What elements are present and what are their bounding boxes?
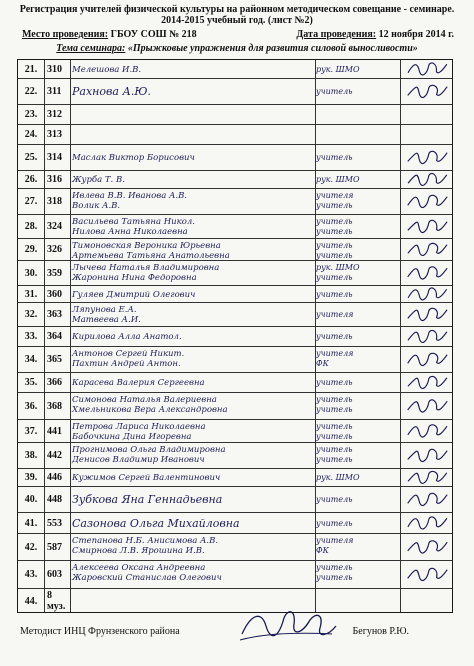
signature-icon [401,393,451,419]
teacher-position [316,422,396,442]
row-number: 40. [24,494,38,505]
footer-methodist-name: Бегунов Р.Ю. [352,626,409,637]
table-row [18,347,452,373]
table-row [18,105,452,125]
signature-stroke-icon [401,534,451,560]
table-row [18,215,452,239]
signature-icon [401,487,451,512]
teacher-position [316,378,396,388]
signature-stroke-icon [401,469,451,486]
signature-icon [401,373,451,392]
teacher-name-line-1: Лычева Наталья Владимировна [72,263,220,273]
position-line-2: учитель [316,227,353,236]
row-number: 22. [24,86,38,97]
table-row [18,239,452,261]
teacher-name-line-2: Бабочкина Дина Игоревна [72,432,192,442]
date-label: Дата проведения: [296,29,377,40]
row-number: 25. [24,152,38,163]
school-code: 310 [47,64,62,75]
signature-icon [401,60,451,78]
signature-empty [401,125,451,144]
teacher-name-line-1: Журба Т. В. [72,175,125,185]
table-row [18,125,452,145]
signature-stroke-icon [401,286,451,302]
signature-empty [401,105,451,124]
row-number: 39. [24,472,38,483]
position-line-1: учителя [316,191,354,200]
signature-icon [401,145,451,170]
signature-icon [401,171,451,188]
row-number: 23. [24,109,38,120]
teacher-name-line-2: Денисов Владимир Иванович [72,455,205,465]
teacher-name [72,191,312,211]
position-line-2: учитель [316,573,353,582]
position-line-1: учитель [316,422,353,431]
signature-icon [401,561,451,588]
school-code: 312 [47,109,62,120]
teacher-name [72,217,312,237]
position-line-1: учителя [316,536,354,545]
table-row [18,420,452,443]
topic-label: Тема семинара: [56,43,126,54]
row-number: 21. [24,64,38,75]
signature-icon [401,215,451,238]
teacher-position [316,263,396,283]
teacher-position [316,153,396,163]
school-code: 366 [47,377,62,388]
row-number: 32. [24,309,38,320]
school-code: 446 [47,472,62,483]
row-number: 29. [24,244,38,255]
position-line-1: учитель [316,395,353,404]
row-number: 36. [24,401,38,412]
position-line-2: учитель [316,405,353,414]
signature-icon [401,79,451,104]
teacher-name-line-1: Ляпунова Е.А. [72,305,137,315]
teacher-name [72,563,312,583]
teacher-name-line-2: Жаровский Станислав Олегович [72,573,222,583]
title-line-2: 2014-2015 учебный год. (лист №2) [161,15,313,26]
teacher-name-line-1: Кирилова Алла Анатол. [72,332,182,342]
position-line-1: учителя [316,310,354,319]
teacher-name [72,473,312,483]
topic-row [0,43,474,55]
signature-stroke-icon [401,393,451,419]
table-row [18,373,452,393]
signature-stroke-icon [401,373,451,392]
place-label: Место проведения: [22,29,109,40]
signature-stroke-icon [401,420,451,442]
teacher-name [72,349,312,369]
teacher-position [316,395,396,415]
position-line-1: учителя [316,349,354,358]
teacher-name [72,445,312,465]
teacher-name-line-1: Алексеева Оксана Андреевна [72,563,206,573]
signature-stroke-icon [401,79,451,104]
teacher-position [316,310,396,320]
row-number: 38. [24,450,38,461]
teacher-name [72,65,312,75]
document-header [0,4,474,26]
signature-stroke-icon [401,261,451,285]
row-number: 41. [24,518,38,529]
teacher-position [316,563,396,583]
teacher-name-line-2: Хмельникова Вера Александровна [72,405,228,415]
school-code: 587 [47,542,62,553]
signature-stroke-icon [401,189,451,214]
table-row [18,534,452,561]
school-code: 365 [47,354,62,365]
table-row [18,145,452,171]
signature-stroke-icon [401,327,451,346]
position-line-1: учитель [316,332,353,341]
row-number: 34. [24,354,38,365]
signature-stroke-icon [401,145,451,170]
teacher-position [316,217,396,237]
signature-icon [401,286,451,302]
table-row [18,561,452,589]
teacher-name [72,395,312,415]
teacher-name [72,263,312,283]
teacher-position [316,495,396,505]
signature-icon [401,347,451,372]
teacher-name-line-2: Артемьева Татьяна Анатольевна [72,251,230,261]
row-number: 33. [24,331,38,342]
methodist-signature-icon [232,604,342,648]
teacher-position [316,175,396,185]
teacher-position [316,290,396,300]
teacher-name-line-1: Прогнимова Ольга Владимировна [72,445,226,455]
signature-stroke-icon [401,347,451,372]
signature-icon [401,239,451,260]
teacher-name [72,422,312,442]
teacher-name [72,519,312,529]
registration-table [17,59,453,613]
position-line-1: учитель [316,290,353,299]
position-line-2: учитель [316,455,353,464]
position-line-1: учитель [316,563,353,572]
teacher-name-line-2: Смирнова Л.В. Ярошина И.В. [72,546,205,556]
teacher-position [316,536,396,556]
table-row [18,60,452,79]
teacher-position [316,65,396,75]
teacher-position [316,473,396,483]
table-row [18,487,452,513]
teacher-name [72,495,312,505]
position-line-1: рук. ШМО [316,473,360,482]
teacher-name-line-2: Пахтин Андрей Антон. [72,359,181,369]
teacher-name-line-1: Ивлева В.В. Иванова А.В. [72,191,188,201]
teacher-name-line-2: Нилова Анна Николаевна [72,227,188,237]
table-row [18,286,452,303]
date-field [296,29,454,41]
row-number: 28. [24,221,38,232]
row-number: 31. [24,289,38,300]
row-number: 30. [24,268,38,279]
school-code: 318 [47,196,62,207]
teacher-name-line-1: Карасева Валерия Сергеевна [72,378,205,388]
signature-icon [401,420,451,442]
position-line-1: рук. ШМО [316,175,360,184]
position-line-1: учитель [316,445,353,454]
signature-icon [401,261,451,285]
teacher-position [316,332,396,342]
school-code: 8 муз. [47,590,66,612]
school-code: 324 [47,221,62,232]
place-value: ГБОУ СОШ № 218 [110,29,197,40]
school-code: 448 [47,494,62,505]
teacher-name [72,305,312,325]
signature-icon [401,303,451,326]
teacher-position [316,445,396,465]
position-line-1: учитель [316,495,353,504]
teacher-position [316,87,396,97]
school-code: 313 [47,129,62,140]
teacher-name-line-1: Антонов Сергей Никит. [72,349,185,359]
teacher-name [72,153,312,163]
signature-stroke-icon [401,60,451,78]
table-row [18,443,452,469]
teacher-name-line-1: Васильева Татьяна Никол. [72,217,195,227]
school-code: 442 [47,450,62,461]
school-code: 553 [47,518,62,529]
row-number: 42. [24,542,38,553]
position-line-2: учитель [316,201,353,210]
teacher-position [316,191,396,211]
school-code: 359 [47,268,62,279]
teacher-name-line-1: Маслак Виктор Борисович [72,153,195,163]
signature-icon [401,443,451,468]
row-number: 43. [24,569,38,580]
position-line-2: ФК [316,359,329,368]
teacher-name [72,536,312,556]
signature-stroke-icon [401,239,451,260]
table-row [18,79,452,105]
row-number: 37. [24,426,38,437]
signature-stroke-icon [401,215,451,238]
teacher-name [72,175,312,185]
position-line-2: учитель [316,432,353,441]
table-row [18,189,452,215]
teacher-position [316,241,396,261]
teacher-name-line-2: Матвеева А.И. [72,315,141,325]
table-row [18,327,452,347]
position-line-1: учитель [316,241,353,250]
teacher-name-line-1: Симонова Наталья Валериевна [72,395,217,405]
teacher-name-line-1: Гуляев Дмитрий Олегович [72,290,196,300]
signature-stroke-icon [401,303,451,326]
signature-icon [401,469,451,486]
signature-stroke-icon [401,561,451,588]
teacher-name-line-1: Сазонова Ольга Михайловна [72,517,240,530]
title-line-1: Регистрация учителей физической культуры на районном методическом совещание - семинаре. [19,4,455,15]
position-line-1: рук. ШМО [316,65,360,74]
table-row [18,171,452,189]
teacher-position [316,519,396,529]
teacher-name [72,241,312,261]
teacher-name [72,87,312,97]
teacher-name-line-1: Зубкова Яна Геннадьевна [72,493,223,506]
school-code: 360 [47,289,62,300]
teacher-name-line-1: Кужимов Сергей Валентинович [72,473,221,483]
row-number: 44. [24,596,38,607]
position-line-1: учитель [316,153,353,162]
signature-stroke-icon [401,171,451,188]
footer-methodist-title: Методист ИНЦ Фрунзенского района [20,626,180,637]
position-line-1: учитель [316,87,353,96]
school-code: 311 [47,86,62,97]
teacher-name [72,332,312,342]
school-code: 364 [47,331,62,342]
position-line-1: учитель [316,378,353,387]
date-value: 12 ноября 2014 г. [378,29,454,40]
signature-stroke-icon [401,443,451,468]
topic-value: «Прыжковые упражнения для развития силовой выносливости» [127,43,418,54]
school-code: 368 [47,401,62,412]
table-row [18,393,452,420]
teacher-name [72,378,312,388]
teacher-position [316,349,396,369]
teacher-name-line-1: Тимоновская Вероника Юрьевна [72,241,221,251]
signature-icon [401,327,451,346]
school-code: 326 [47,244,62,255]
teacher-name-line-1: Петрова Лариса Николаевна [72,422,206,432]
row-number: 24. [24,129,38,140]
table-row [18,469,452,487]
teacher-name-line-2: Волик А.В. [72,201,121,211]
teacher-name-line-1: Мелешова И.В. [72,65,142,75]
signature-stroke-icon [401,487,451,512]
signature-icon [401,534,451,560]
place-field [22,29,197,41]
teacher-name [72,290,312,300]
position-line-2: учитель [316,251,353,260]
school-code: 363 [47,309,62,320]
row-number: 26. [24,174,38,185]
table-row [18,303,452,327]
teacher-name-line-1: Рахнова А.Ю. [72,85,151,98]
signature-icon [401,189,451,214]
document-footer [20,626,454,644]
school-code: 603 [47,569,62,580]
position-line-1: рук. ШМО [316,263,360,272]
table-row [18,513,452,534]
signature-empty [401,589,451,614]
signature-icon [401,513,451,533]
school-code: 314 [47,152,62,163]
position-line-1: учитель [316,217,353,226]
position-line-2: ФК [316,546,329,555]
table-row [18,261,452,286]
school-code: 316 [47,174,62,185]
row-number: 27. [24,196,38,207]
position-line-1: учитель [316,519,353,528]
teacher-name-line-2: Жаронина Нина Федоровна [72,273,197,283]
position-line-2: учитель [316,273,353,282]
teacher-name-line-1: Степанова Н.Б. Анисимова А.В. [72,536,219,546]
school-code: 441 [47,426,62,437]
row-number: 35. [24,377,38,388]
signature-stroke-icon [401,513,451,533]
